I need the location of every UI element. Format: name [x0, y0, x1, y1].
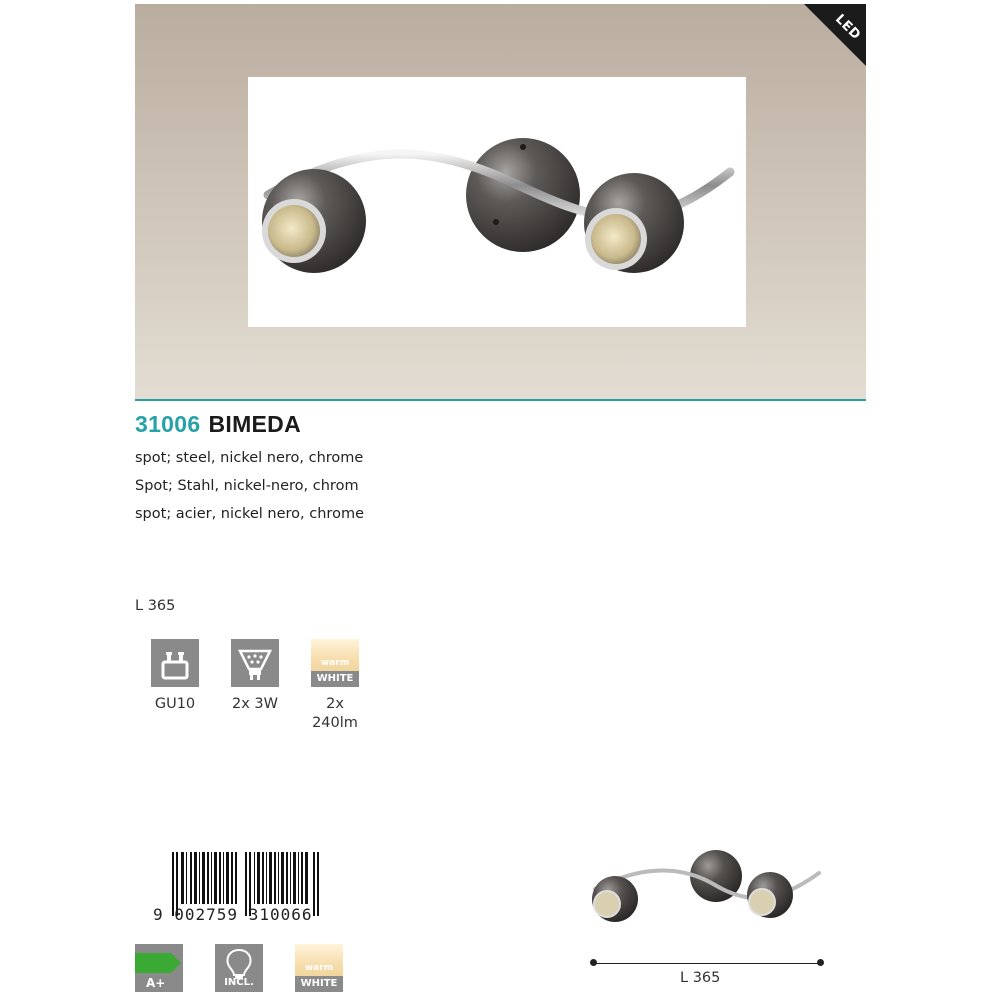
hero-divider [135, 399, 866, 401]
bulb-included-label: INCL. [224, 977, 254, 988]
description-en: spot; steel, nickel nero, chrome [135, 450, 364, 466]
spec-light-lumen: 240lm [312, 715, 358, 731]
product-title [135, 411, 301, 438]
wall-plate [466, 138, 580, 252]
spec-power-label: 2x 3W [232, 696, 278, 712]
product-photo [248, 77, 746, 327]
product-code: 31006 [135, 411, 201, 437]
hero-image [135, 4, 866, 400]
gu10-bulb-icon [231, 639, 279, 687]
gu10-socket-icon [151, 639, 199, 687]
barcode-number: 9 002759 310066 [153, 905, 313, 924]
spec-light [297, 639, 373, 733]
spec-socket-label: GU10 [154, 696, 196, 712]
warm-white-icon-bottom: WHITE [311, 671, 359, 687]
warm-white-icon-top: warm [320, 658, 350, 668]
lamp-drawing [585, 845, 825, 925]
description-de: Spot; Stahl, nickel-nero, chrom [135, 478, 359, 494]
product-name: BIMEDA [208, 411, 301, 437]
dimension-cap-right [817, 959, 824, 966]
dimension-cap-left [590, 959, 597, 966]
description-fr: spot; acier, nickel nero, chrome [135, 506, 364, 522]
drawing-length-label: L 365 [680, 970, 721, 986]
product-dimension: L 365 [135, 598, 176, 614]
energy-class-label: A+ [146, 976, 166, 990]
warm-white-icon [311, 639, 359, 687]
lamp-photo-svg [248, 77, 746, 327]
warm-white-badge-bottom: WHITE [295, 976, 343, 992]
warm-white-badge [295, 944, 343, 992]
warm-white-badge-top: warm [304, 963, 334, 973]
spec-light-quantity: 2x [326, 696, 344, 712]
dimension-line [593, 963, 821, 964]
spec-power [217, 639, 293, 714]
spec-socket [137, 639, 213, 714]
led-badge-label: LED [831, 11, 863, 44]
